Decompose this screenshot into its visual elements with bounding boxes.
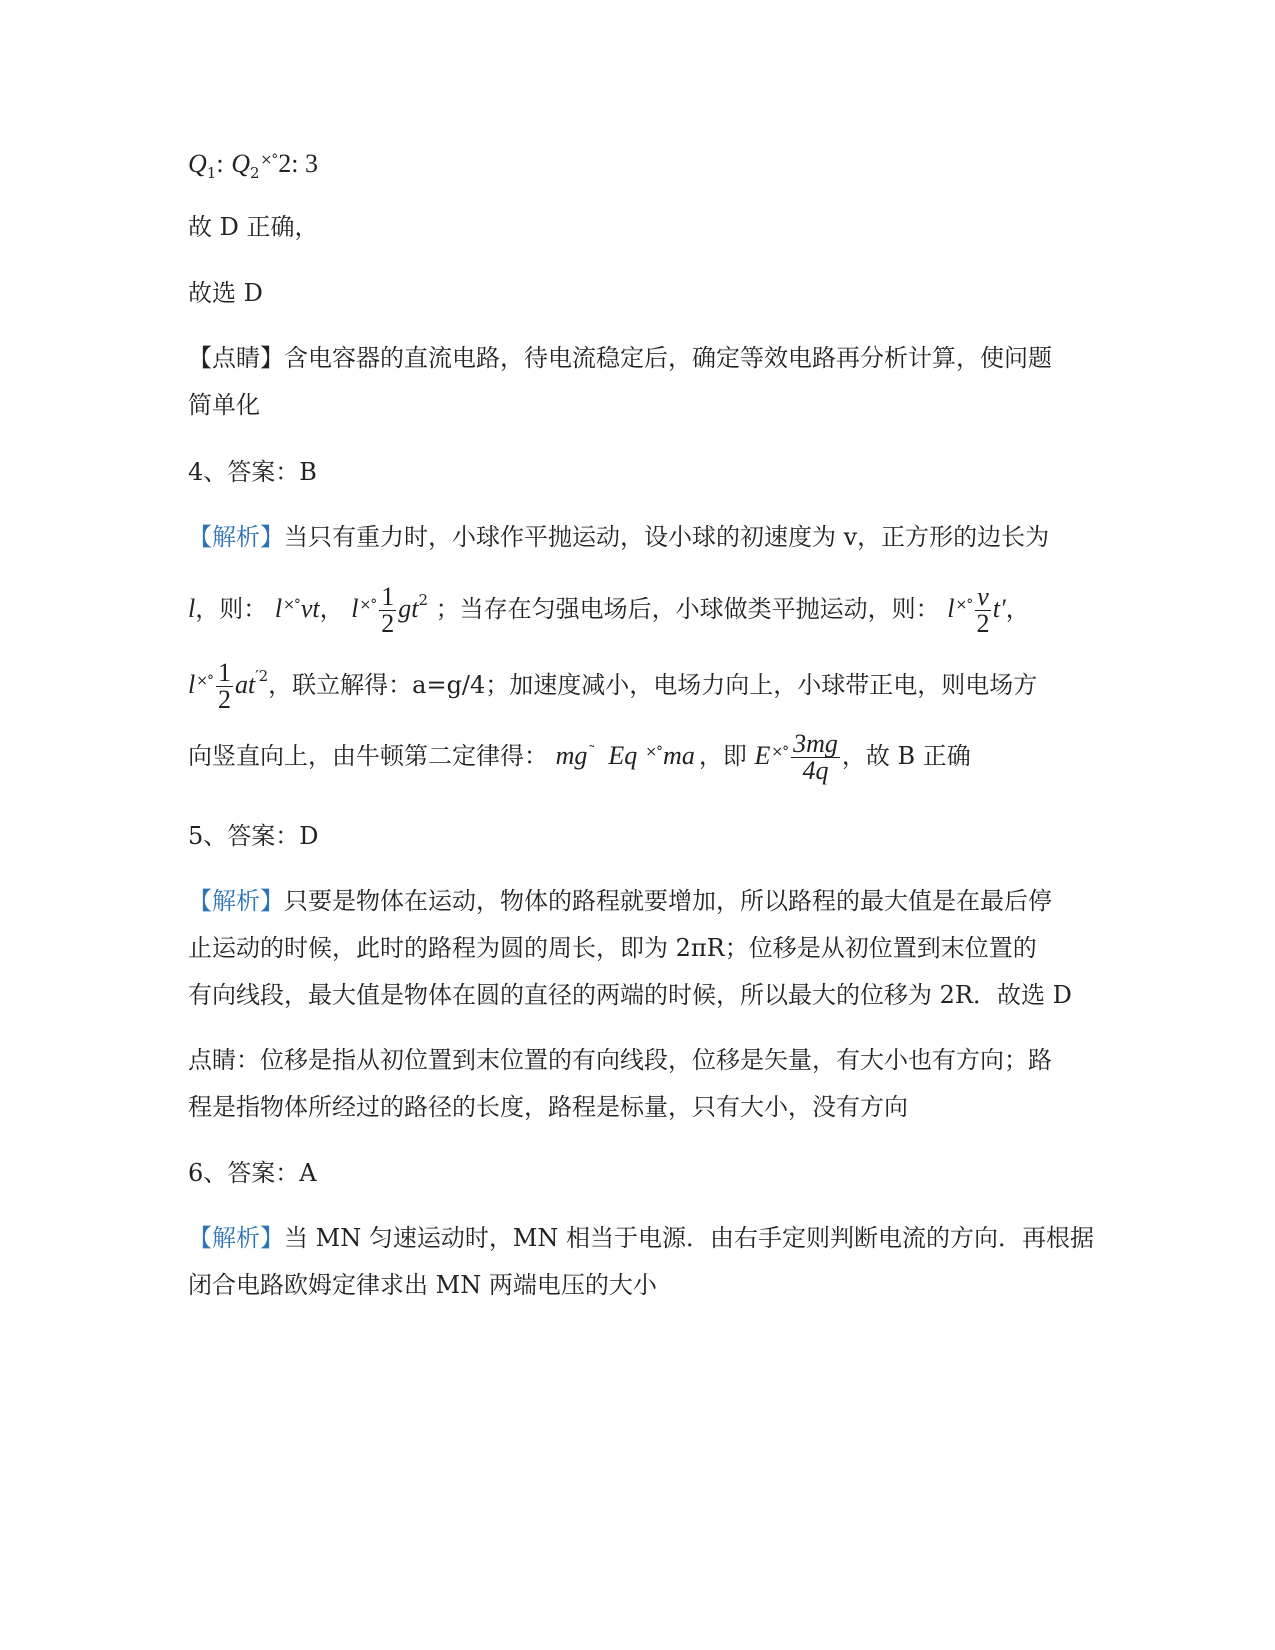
q1-subscript: 1 [206,164,217,182]
q4-text2a: ，则： [195,595,268,623]
eq4-numerator: 1 [217,658,231,687]
q4-jiexi-label: 【解析】 [188,523,284,551]
q1-symbol: Q [188,149,207,178]
equals-glyph: ×° [260,152,278,168]
q5-text1: 只要是物体在运动，物体的路程就要增加，所以路程的最大值是在最后停 [284,887,1052,915]
q4-text4b: ，即 [698,742,747,770]
eq4-at: at [234,670,256,699]
q5-analysis-line1 [188,886,1052,916]
v-denominator: 2 [976,609,990,638]
q4-text1: 当只有重力时，小球作平抛运动，设小球的初速度为 v，正方形的边长为 [284,523,1050,551]
newton-ma: ma [663,741,695,770]
eq4-l: l [188,670,196,699]
q4-analysis-line3 [188,648,1037,713]
eq3-t-prime: t′ [992,594,1006,623]
eq2-square: 2 [418,591,428,609]
q6-analysis-line2: 闭合电路欧姆定律求出 MN 两端电压的大小 [188,1271,657,1299]
q4-text2b: ；当存在匀强电场后，小球做类平抛运动，则： [435,595,940,623]
q6-text1: 当 MN 匀速运动时，MN 相当于电源．由右手定则判断电流的方向．再根据 [284,1224,1095,1252]
q6-analysis-line1 [188,1223,1094,1253]
v-numerator: v [977,582,989,611]
half-fraction [379,584,396,637]
eq2-l: l [351,594,359,623]
q6-answer: 6、答案：A [188,1159,317,1187]
q4-analysis-line2 [188,572,1030,637]
q4-text3: ，联立解得：a=g/4；加速度减小，电场力向上，小球带正电，则电场方 [268,671,1038,699]
eq3-comma: ， [1005,595,1030,623]
field-numerator: 3mg [793,729,838,758]
minus-glyph: ˜ [588,744,595,760]
charge-ratio-equation [188,145,318,188]
q4-text4c: ，故 B 正确 [841,742,971,770]
field-fraction [791,731,840,784]
newton-eq: Eq [608,741,638,770]
q5-analysis-line2: 止运动的时候，此时的路程为圆的周长，即为 2πR；位移是从初位置到末位置的 [188,934,1037,962]
q5-dianjing-line1: 点睛：位移是指从初位置到末位置的有向线段，位移是矢量，有大小也有方向；路 [188,1046,1052,1074]
eq1-vt: vt [300,594,320,623]
q4-text4a: 向竖直向上，由牛顿第二定律得： [188,742,548,770]
field-e: E [754,741,771,770]
dianjing-paragraph-line1 [188,343,1052,373]
eq1-comma: ， [319,595,344,623]
half-numerator: 1 [381,582,395,611]
eq4-equals-glyph: ×° [196,673,213,689]
ratio-rhs: 2: 3 [278,149,318,178]
q4-analysis-line1 [188,522,1049,552]
ratio-colon: : [216,149,224,178]
eq4-prime-square: ′2 [255,667,269,685]
q4-answer: 4、答案：B [188,458,317,486]
half-denominator: 2 [381,609,395,638]
q5-dianjing-line2: 程是指物体所经过的路径的长度，路程是标量，只有大小，没有方向 [188,1093,908,1121]
q2-subscript: 2 [249,164,260,182]
eq2-gt: gt [398,594,419,623]
newton-mg: mg [555,741,588,770]
side-length-var: l [188,594,196,623]
q5-jiexi-label: 【解析】 [188,887,284,915]
eq2-equals-glyph: ×° [359,597,377,613]
d-correct-line: 故 D 正确， [188,213,319,241]
eq1-equals-glyph: ×° [283,597,300,613]
eq4-half-fraction [216,660,233,713]
eq4-denominator: 2 [217,685,231,714]
q4-analysis-line4 [188,722,971,786]
choose-d-line: 故选 D [188,279,263,307]
field-denominator: 4q [802,756,829,785]
q5-answer: 5、答案：D [188,822,319,850]
dianjing-text: 含电容器的直流电路，待电流稳定后，确定等效电路再分析计算，使问题 [284,344,1052,372]
dianjing-paragraph-line2: 简单化 [188,391,260,419]
q6-jiexi-label: 【解析】 [188,1224,284,1252]
q5-analysis-line3: 有向线段，最大值是物体在圆的直径的两端的时候，所以最大的位移为 2R．故选 D [188,981,1072,1009]
q2-symbol: Q [231,149,250,178]
newton-equals-glyph: ×° [645,744,663,760]
v-half-fraction [975,584,991,637]
dianjing-label: 【点睛】 [188,344,284,372]
eq3-equals-glyph: ×° [955,597,973,613]
eq3-l: l [947,594,955,623]
eq1-l: l [274,594,283,623]
field-equals-glyph: ×° [771,744,789,760]
